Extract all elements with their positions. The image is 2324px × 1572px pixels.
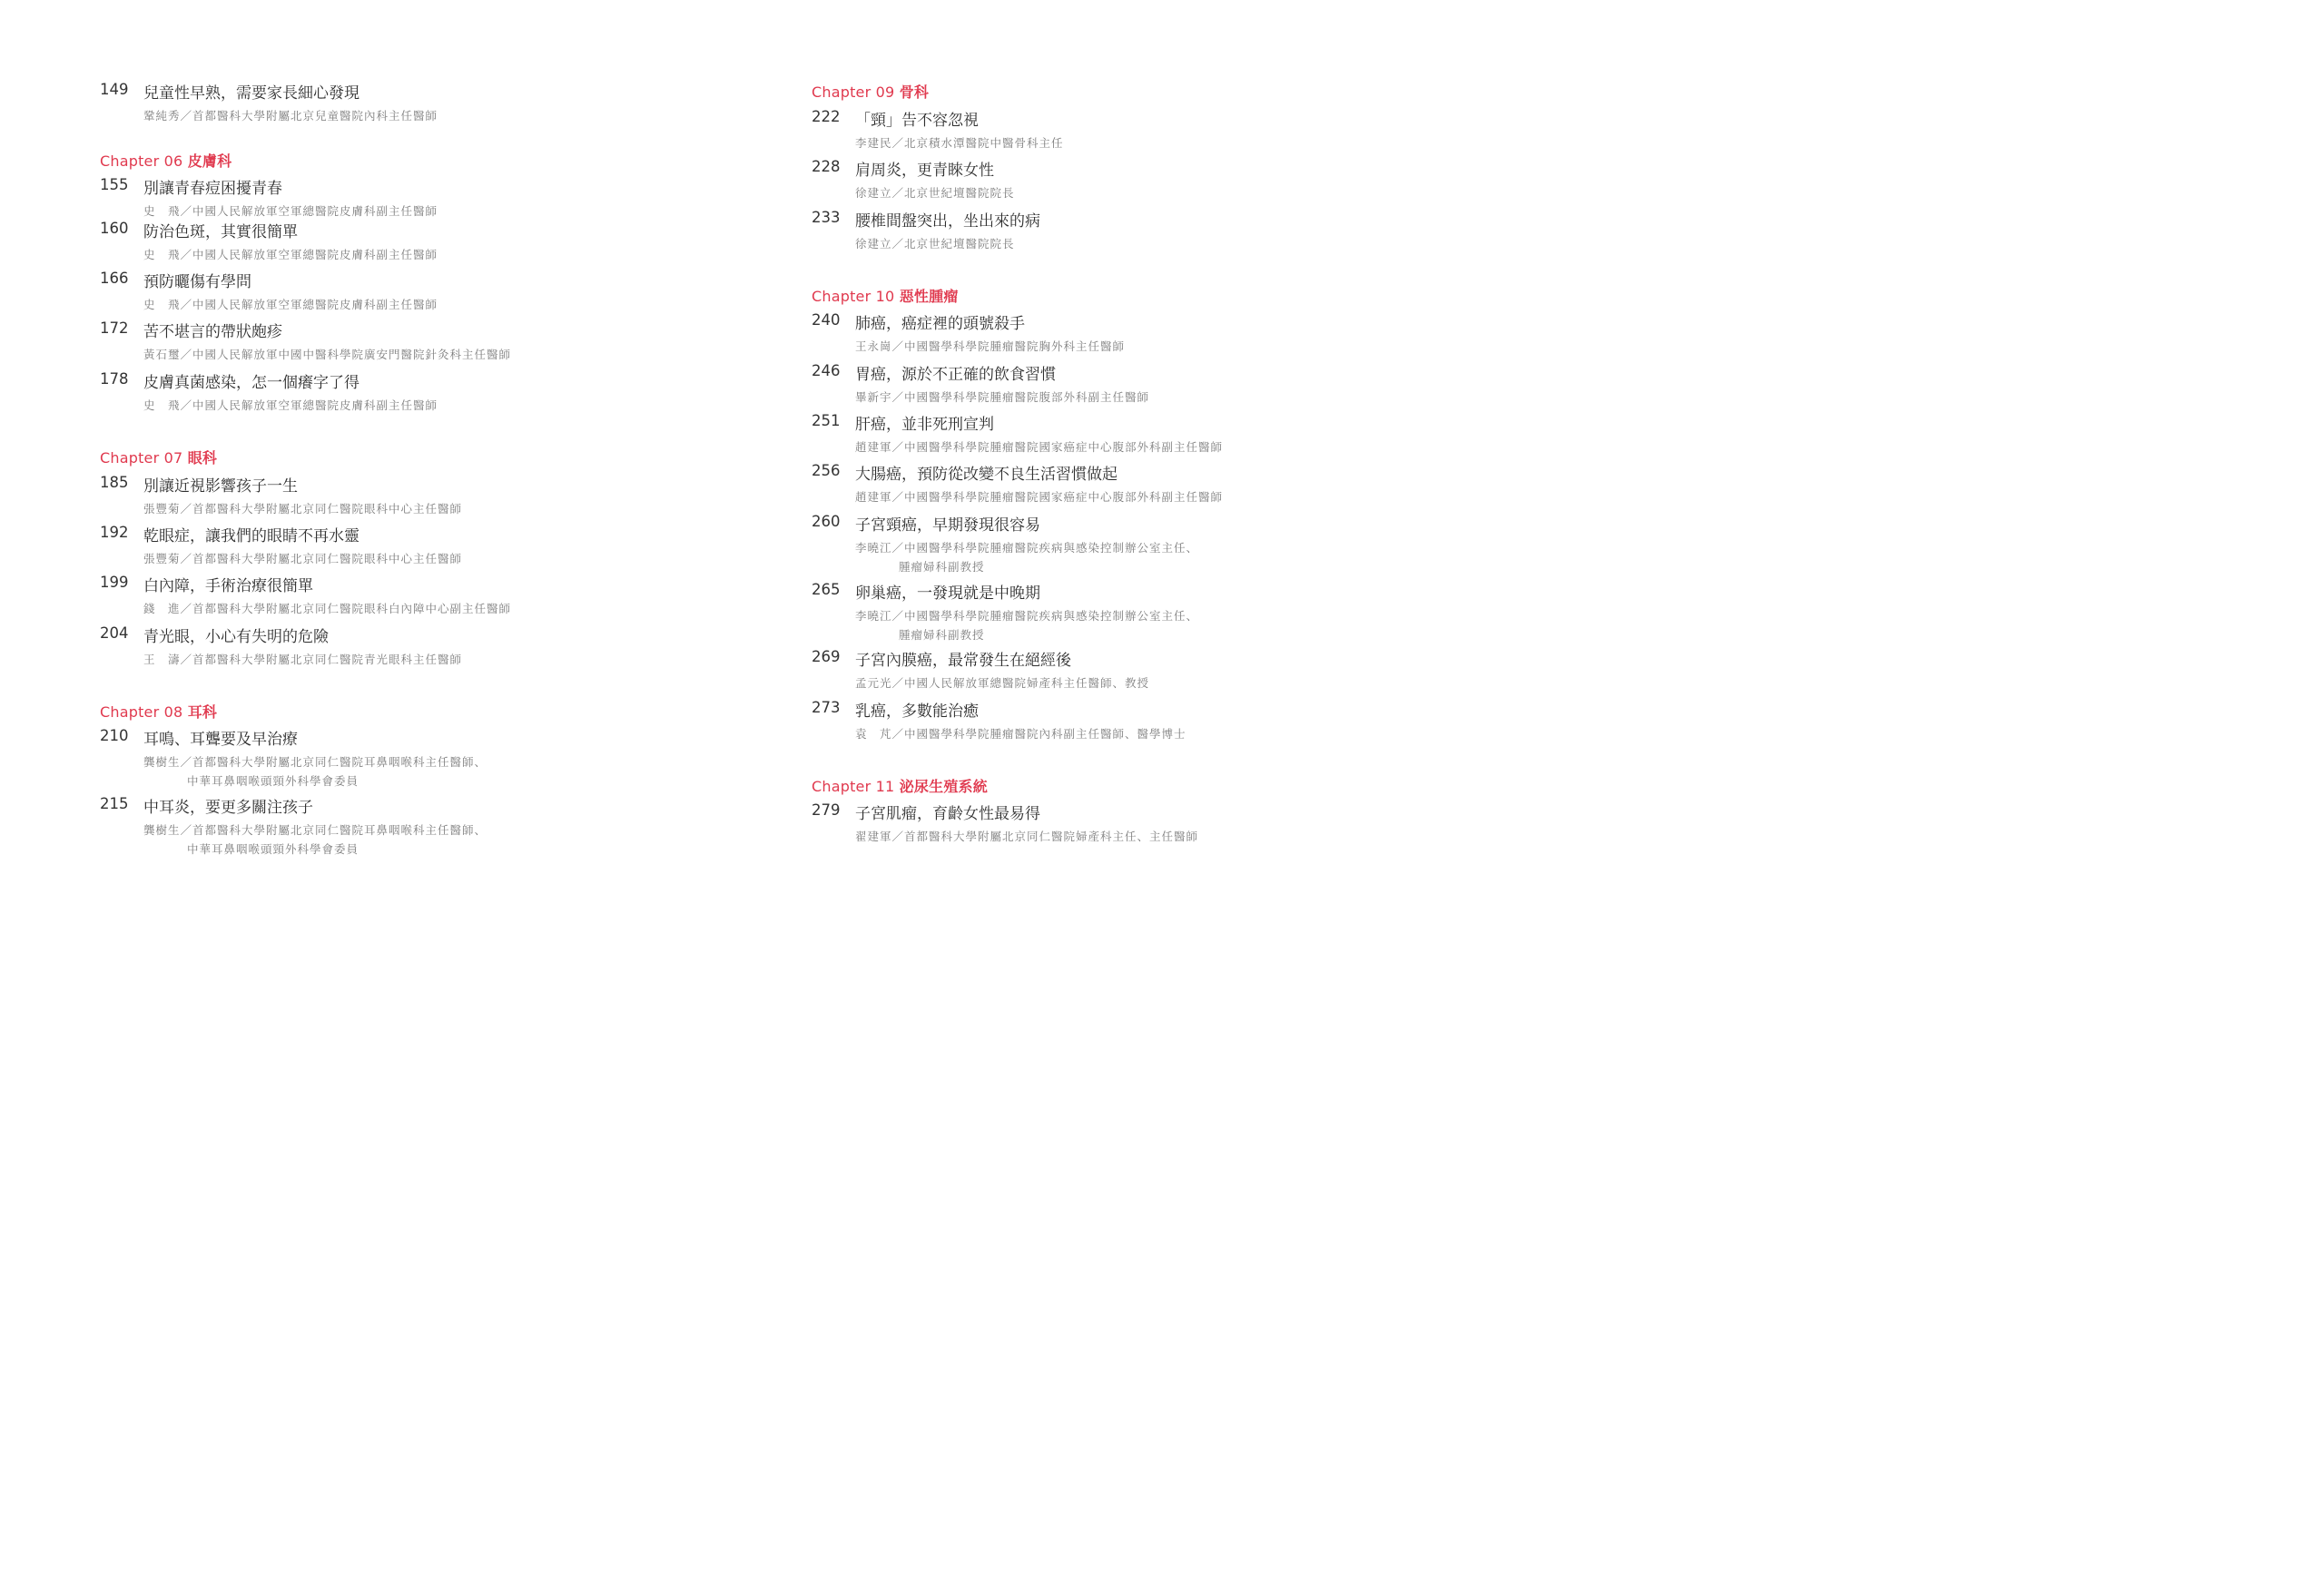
- toc-entry-page: 172: [100, 319, 129, 337]
- toc-entry-title: 乳癌，多數能治癒: [855, 702, 979, 721]
- toc-entry-title: 肺癌，癌症裡的頭號殺手: [855, 315, 1025, 333]
- toc-entry-title: 皮膚真菌感染，怎一個癢字了得: [143, 374, 359, 392]
- toc-entry-title: 白內障，手術治療很簡單: [143, 577, 313, 595]
- toc-entry-title: 腰椎間盤突出，坐出來的病: [855, 212, 1040, 231]
- toc-entry-author: 王永崗／中國醫學科學院腫瘤醫院胸外科主任醫師: [855, 339, 1126, 353]
- toc-entry-page: 166: [100, 270, 129, 287]
- toc-entry-page: 240: [812, 311, 841, 329]
- toc-entry-page: 204: [100, 624, 129, 642]
- toc-entry-author: 史 飛／中國人民解放軍空軍總醫院皮膚科副主任醫師: [143, 248, 438, 261]
- toc-entry-page: 269: [812, 648, 841, 665]
- toc-entry-title: 胃癌，源於不正確的飲食習慣: [855, 366, 1056, 384]
- toc-entry-author: 錢 進／首都醫科大學附屬北京同仁醫院眼科白內障中心副主任醫師: [143, 602, 512, 615]
- toc-entry-page: 265: [812, 581, 841, 598]
- toc-entry-page: 199: [100, 574, 129, 591]
- toc-entry-author: 趙建軍／中國醫學科學院腫瘤醫院國家癌症中心腹部外科副主任醫師: [855, 490, 1224, 504]
- toc-entry-author: 孟元光／中國人民解放軍總醫院婦產科主任醫師、教授: [855, 676, 1150, 690]
- chapter-name: 耳科: [187, 703, 218, 721]
- chapter-heading-r1: [812, 285, 959, 306]
- chapter-name: 泌尿生殖系統: [899, 778, 988, 795]
- chapter-label: Chapter 11: [812, 778, 895, 795]
- toc-entry-title: 別讓近視影響孩子一生: [143, 477, 298, 496]
- toc-entry-author: 張豐菊／首都醫科大學附屬北京同仁醫院眼科中心主任醫師: [143, 552, 463, 565]
- toc-entry-page: 215: [100, 795, 129, 812]
- toc-entry-author: 李建民／北京積水潭醫院中醫骨科主任: [855, 136, 1064, 150]
- toc-entry-title: 肩周炎，更青睞女性: [855, 162, 994, 180]
- toc-entry-title: 中耳炎，要更多關注孩子: [143, 799, 313, 817]
- toc-entry-page: 192: [100, 524, 129, 541]
- toc-entry-author: 李曉江／中國醫學科學院腫瘤醫院疾病與感染控制辦公室主任、: [855, 541, 1199, 555]
- toc-entry-title: 卵巢癌，一發現就是中晚期: [855, 585, 1040, 603]
- toc-entry-author: 史 飛／中國人民解放軍空軍總醫院皮膚科副主任醫師: [143, 298, 438, 311]
- toc-entry-author: 腫瘤婦科副教授: [899, 560, 985, 574]
- toc-entry-title: 大腸癌，預防從改變不良生活習慣做起: [855, 466, 1118, 484]
- toc-entry-title: 預防曬傷有學問: [143, 273, 251, 291]
- toc-entry-page: 260: [812, 513, 841, 530]
- toc-entry-page: 251: [812, 412, 841, 429]
- toc-entry-author: 中華耳鼻咽喉頭頸外科學會委員: [187, 774, 359, 788]
- toc-entry-author: 徐建立／北京世紀壇醫院院長: [855, 186, 1015, 200]
- toc-entry-author: 腫瘤婦科副教授: [899, 628, 985, 642]
- toc-entry-title: 子宮頸癌，早期發現很容易: [855, 516, 1040, 535]
- toc-entry-page: 256: [812, 462, 841, 479]
- toc-entry-author: 張豐菊／首都醫科大學附屬北京同仁醫院眼科中心主任醫師: [143, 502, 463, 516]
- chapter-label: Chapter 09: [812, 84, 895, 101]
- toc-entry-author: 王 濤／首都醫科大學附屬北京同仁醫院青光眼科主任醫師: [143, 653, 463, 666]
- chapter-heading-l0: [100, 150, 231, 171]
- toc-entry-page: 178: [100, 370, 129, 388]
- toc-entry-author: 徐建立／北京世紀壇醫院院長: [855, 237, 1015, 251]
- chapter-label: Chapter 08: [100, 703, 183, 721]
- chapter-name: 骨科: [899, 84, 930, 101]
- toc-entry-title: 耳鳴、耳聾要及早治療: [143, 731, 298, 749]
- toc-entry-title: 「頸」告不容忽視: [855, 112, 979, 130]
- toc-entry-page: 210: [100, 727, 129, 744]
- toc-entry-page: 273: [812, 699, 841, 716]
- toc-entry-title: 別讓青春痘困擾青春: [143, 180, 282, 198]
- toc-entry-title: 肝癌，並非死刑宣判: [855, 416, 994, 434]
- toc-entry-title: 苦不堪言的帶狀皰疹: [143, 323, 282, 341]
- toc-entry-page: 228: [812, 158, 841, 175]
- toc-entry-author: 李曉江／中國醫學科學院腫瘤醫院疾病與感染控制辦公室主任、: [855, 609, 1199, 623]
- toc-entry-title: 子宮內膜癌，最常發生在絕經後: [855, 652, 1071, 670]
- toc-entry-author: 中華耳鼻咽喉頭頸外科學會委員: [187, 842, 359, 856]
- toc-entry-author: 袁 芃／中國醫學科學院腫瘤醫院內科副主任醫師、醫學博士: [855, 727, 1187, 741]
- chapter-label: Chapter 07: [100, 449, 183, 467]
- chapter-label: Chapter 06: [100, 152, 183, 170]
- toc-entry-page: 279: [812, 801, 841, 819]
- toc-entry-title: 乾眼症，讓我們的眼睛不再水靈: [143, 527, 359, 545]
- chapter-heading-r0: [812, 81, 929, 102]
- toc-entry-page: 246: [812, 362, 841, 379]
- toc-entry-page: 233: [812, 209, 841, 226]
- toc-entry-page: 155: [100, 176, 129, 193]
- toc-entry-author: 鞏純秀／首都醫科大學附屬北京兒童醫院內科主任醫師: [143, 109, 438, 123]
- toc-entry-page: 160: [100, 220, 129, 237]
- chapter-heading-r2: [812, 775, 988, 796]
- toc-entry-author: 畢新宇／中國醫學科學院腫瘤醫院腹部外科副主任醫師: [855, 390, 1150, 404]
- chapter-name: 皮膚科: [187, 152, 232, 170]
- chapter-heading-l1: [100, 447, 217, 467]
- toc-entry-title: 防治色斑，其實很簡單: [143, 223, 298, 241]
- chapter-heading-l2: [100, 701, 217, 722]
- chapter-label: Chapter 10: [812, 288, 895, 305]
- toc-entry-author: 史 飛／中國人民解放軍空軍總醫院皮膚科副主任醫師: [143, 204, 438, 218]
- toc-entry-page: 222: [812, 108, 841, 125]
- toc-entry-author: 龔樹生／首都醫科大學附屬北京同仁醫院耳鼻咽喉科主任醫師、: [143, 823, 487, 837]
- toc-entry-title: 青光眼，小心有失明的危險: [143, 628, 329, 646]
- toc-entry-author: 黃石璽／中國人民解放軍中國中醫科學院廣安門醫院針灸科主任醫師: [143, 348, 512, 361]
- toc-entry-page: 185: [100, 474, 129, 491]
- toc-entry-author: 龔樹生／首都醫科大學附屬北京同仁醫院耳鼻咽喉科主任醫師、: [143, 755, 487, 769]
- toc-entry-page: 149: [100, 81, 129, 98]
- toc-entry-author: 翟建軍／首都醫科大學附屬北京同仁醫院婦產科主任、主任醫師: [855, 830, 1199, 843]
- toc-entry-author: 趙建軍／中國醫學科學院腫瘤醫院國家癌症中心腹部外科副主任醫師: [855, 440, 1224, 454]
- chapter-name: 惡性腫瘤: [899, 288, 959, 305]
- toc-entry-title: 兒童性早熟，需要家長細心發現: [143, 84, 359, 103]
- chapter-name: 眼科: [187, 449, 218, 467]
- toc-entry-title: 子宮肌瘤，育齡女性最易得: [855, 805, 1040, 823]
- toc-entry-author: 史 飛／中國人民解放軍空軍總醫院皮膚科副主任醫師: [143, 398, 438, 412]
